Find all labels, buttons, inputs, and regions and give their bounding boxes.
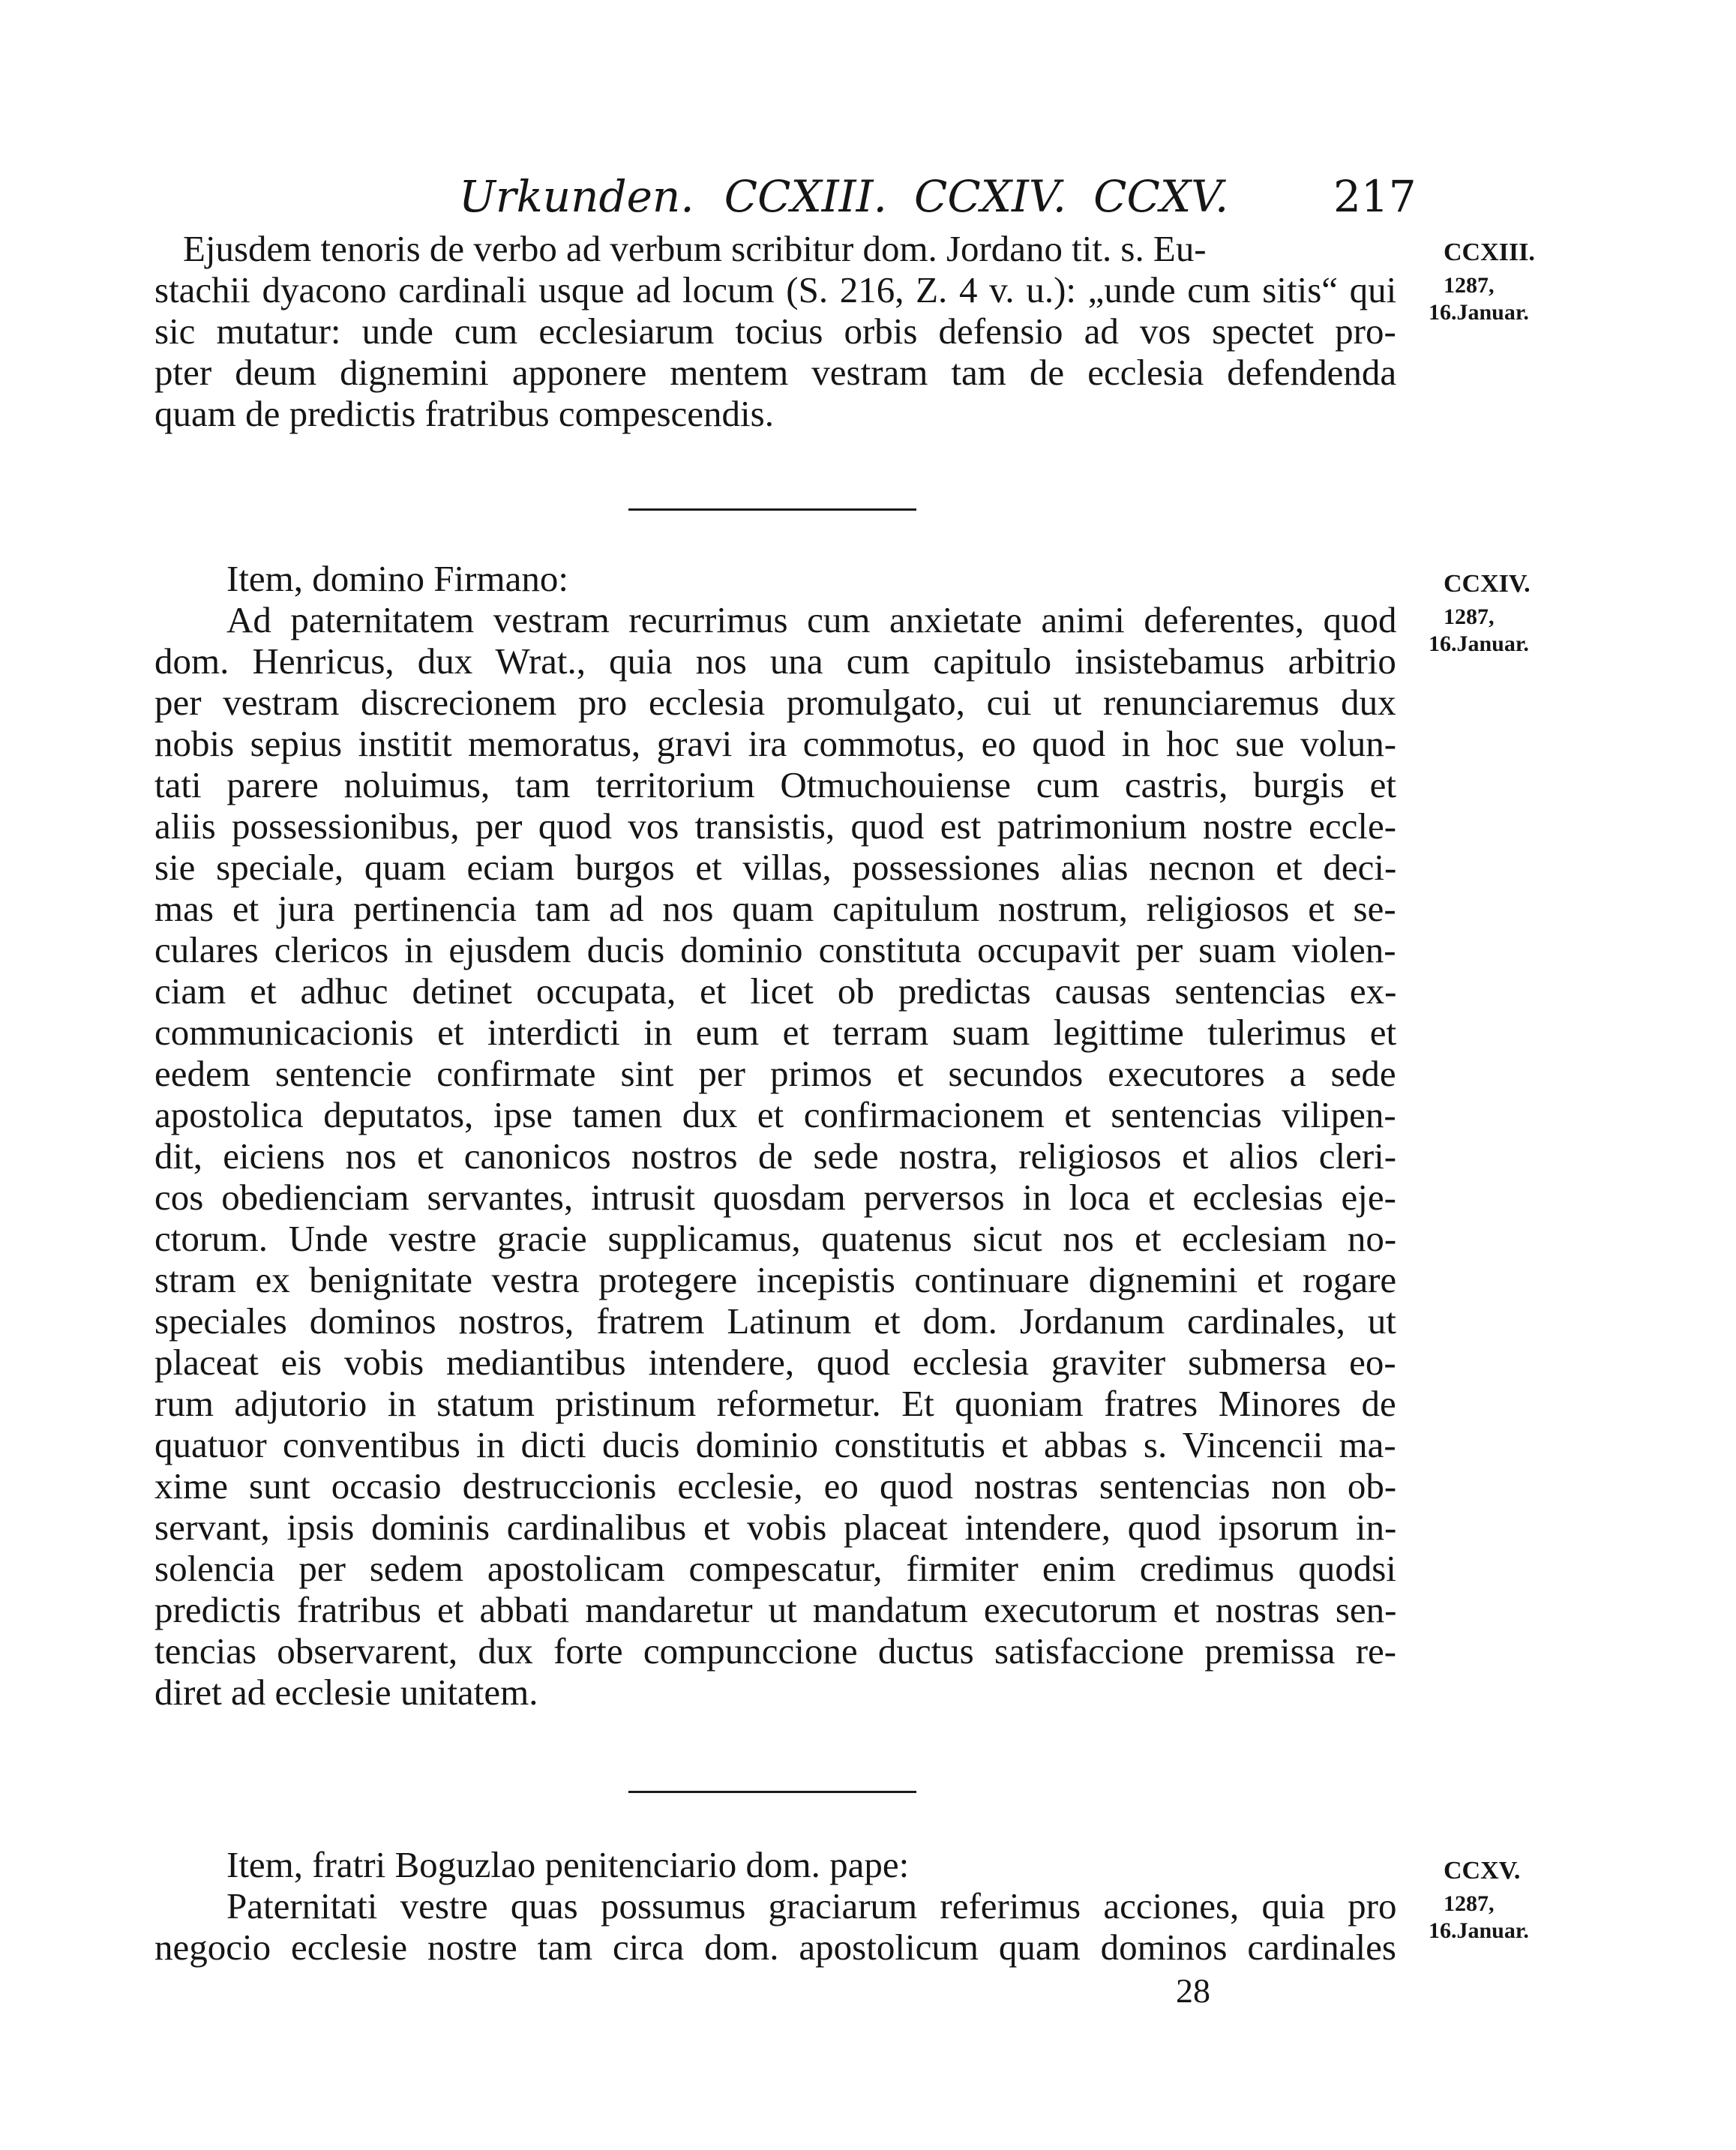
header-title-num2: CCXIV.: [913, 171, 1067, 222]
section-divider: [628, 508, 916, 511]
text-line: pter deum dignemini apponere mentem vestram tam de ecclesia defendenda: [154, 352, 1397, 393]
text-line: Ad paternitatem vestram recurrimus cum anxietate animi deferentes, quod: [226, 599, 1397, 640]
text-line: quam de predictis fratribus compescendis.: [154, 393, 774, 434]
text-line: tencias observarent, dux forte compunccione ductus satisfaccione premissa re-: [154, 1630, 1397, 1672]
text-line: diret ad ecclesie unitatem.: [154, 1672, 538, 1713]
address-line: Item, domino Firmano:: [226, 558, 568, 599]
margin-year: 1287,: [1444, 1891, 1495, 1916]
text-line: ciam et adhuc detinet occupata, et licet ob predictas causas sentencias ex-: [154, 970, 1397, 1012]
text-line: servant, ipsis dominis cardinalibus et vobis placeat intendere, quod ipsorum in-: [154, 1507, 1397, 1548]
text-line: per vestram discrecionem pro ecclesia promulgato, cui ut renunciaremus dux: [154, 682, 1396, 723]
text-line: sie speciale, quam eciam burgos et villas, possessiones alias necnon et deci-: [154, 847, 1397, 888]
margin-document-number: CCXIV.: [1444, 570, 1531, 598]
text-line: ctorum. Unde vestre gracie supplicamus, quatenus sicut nos et ecclesiam no-: [154, 1218, 1397, 1259]
text-line: xime sunt occasio destruccionis ecclesie, eo quod nostras sentencias non ob-: [154, 1465, 1397, 1507]
text-line: solencia per sedem apostolicam compescatur, firmiter enim credimus quodsi: [154, 1548, 1396, 1589]
text-line: stram ex benignitate vestra protegere incepistis continuare dignemini et rogare: [154, 1259, 1397, 1300]
header-title-num1: CCXIII.: [724, 171, 887, 222]
text-line: dit, eiciens nos et canonicos nostros de sede nostra, religiosos et alios cleri-: [154, 1135, 1397, 1177]
header-title-num3: CCXV.: [1093, 171, 1229, 222]
address-line: Item, fratri Boguzlao penitenciario dom. pape:: [226, 1844, 910, 1885]
text-line: cos obedienciam servantes, intrusit quosdam perversos in loca et ecclesias eje-: [154, 1177, 1396, 1218]
text-line: apostolica deputatos, ipse tamen dux et confirmacionem et sentencias vilipen-: [154, 1094, 1396, 1135]
printer-signature: 28: [1176, 1972, 1210, 2010]
header-title-word: Urkunden.: [459, 171, 694, 222]
text-line: nobis sepius institit memoratus, gravi ira commotus, eo quod in hoc sue volun-: [154, 723, 1397, 764]
text-line: eedem sentencie confirmate sint per primos et secundos executores a sede: [154, 1053, 1396, 1094]
text-line: sic mutatur: unde cum ecclesiarum tocius orbis defensio ad vos spectet pro-: [154, 310, 1396, 352]
text-line: quatuor conventibus in dicti ducis dominio constitutis et abbas s. Vincencii ma-: [154, 1424, 1396, 1465]
margin-date: 16.Januar.: [1429, 1918, 1529, 1943]
margin-year: 1287,: [1444, 273, 1495, 298]
text-line: aliis possessionibus, per quod vos transistis, quod est patrimonium nostre eccle-: [154, 805, 1397, 847]
text-line: placeat eis vobis mediantibus intendere, quod ecclesia graviter submersa eo-: [154, 1342, 1396, 1383]
text-line: dom. Henricus, dux Wrat., quia nos una cum capitulo insistebamus arbitrio: [154, 640, 1396, 682]
running-header-title: [459, 171, 1228, 222]
text-line: stachii dyacono cardinali usque ad locum (S. 216, Z. 4 v. u.): „unde cum sitis“ qui: [154, 269, 1397, 310]
text-line: speciales dominos nostros, fratrem Latinum et dom. Jordanum cardinales, ut: [154, 1300, 1396, 1342]
text-line: Ejusdem tenoris de verbo ad verbum scribitur dom. Jordano tit. s. Eu-: [183, 228, 1207, 269]
text-line: rum adjutorio in statum pristinum reformetur. Et quoniam fratres Minores de: [154, 1383, 1396, 1424]
text-line: mas et jura pertinencia tam ad nos quam capitulum nostrum, religiosos et se-: [154, 888, 1396, 929]
text-line: tati parere noluimus, tam territorium Otmuchouiense cum castris, burgis et: [154, 764, 1396, 805]
text-line: negocio ecclesie nostre tam circa dom. apostolicum quam dominos cardinales: [154, 1927, 1396, 1968]
margin-year: 1287,: [1444, 604, 1495, 629]
margin-document-number: CCXIII.: [1444, 238, 1535, 266]
text-line: Paternitati vestre quas possumus graciarum referimus acciones, quia pro: [226, 1885, 1397, 1927]
text-line: culares clericos in ejusdem ducis dominio constituta occupavit per suam violen-: [154, 929, 1396, 970]
page-number: 217: [1333, 171, 1417, 222]
text-line: communicacionis et interdicti in eum et terram suam legittime tulerimus et: [154, 1012, 1397, 1053]
text-line: predictis fratribus et abbati mandaretur ut mandatum executorum et nostras sen-: [154, 1589, 1397, 1630]
margin-date: 16.Januar.: [1429, 631, 1529, 656]
margin-document-number: CCXV.: [1444, 1857, 1521, 1885]
section-divider: [628, 1791, 916, 1793]
margin-date: 16.Januar.: [1429, 300, 1529, 325]
